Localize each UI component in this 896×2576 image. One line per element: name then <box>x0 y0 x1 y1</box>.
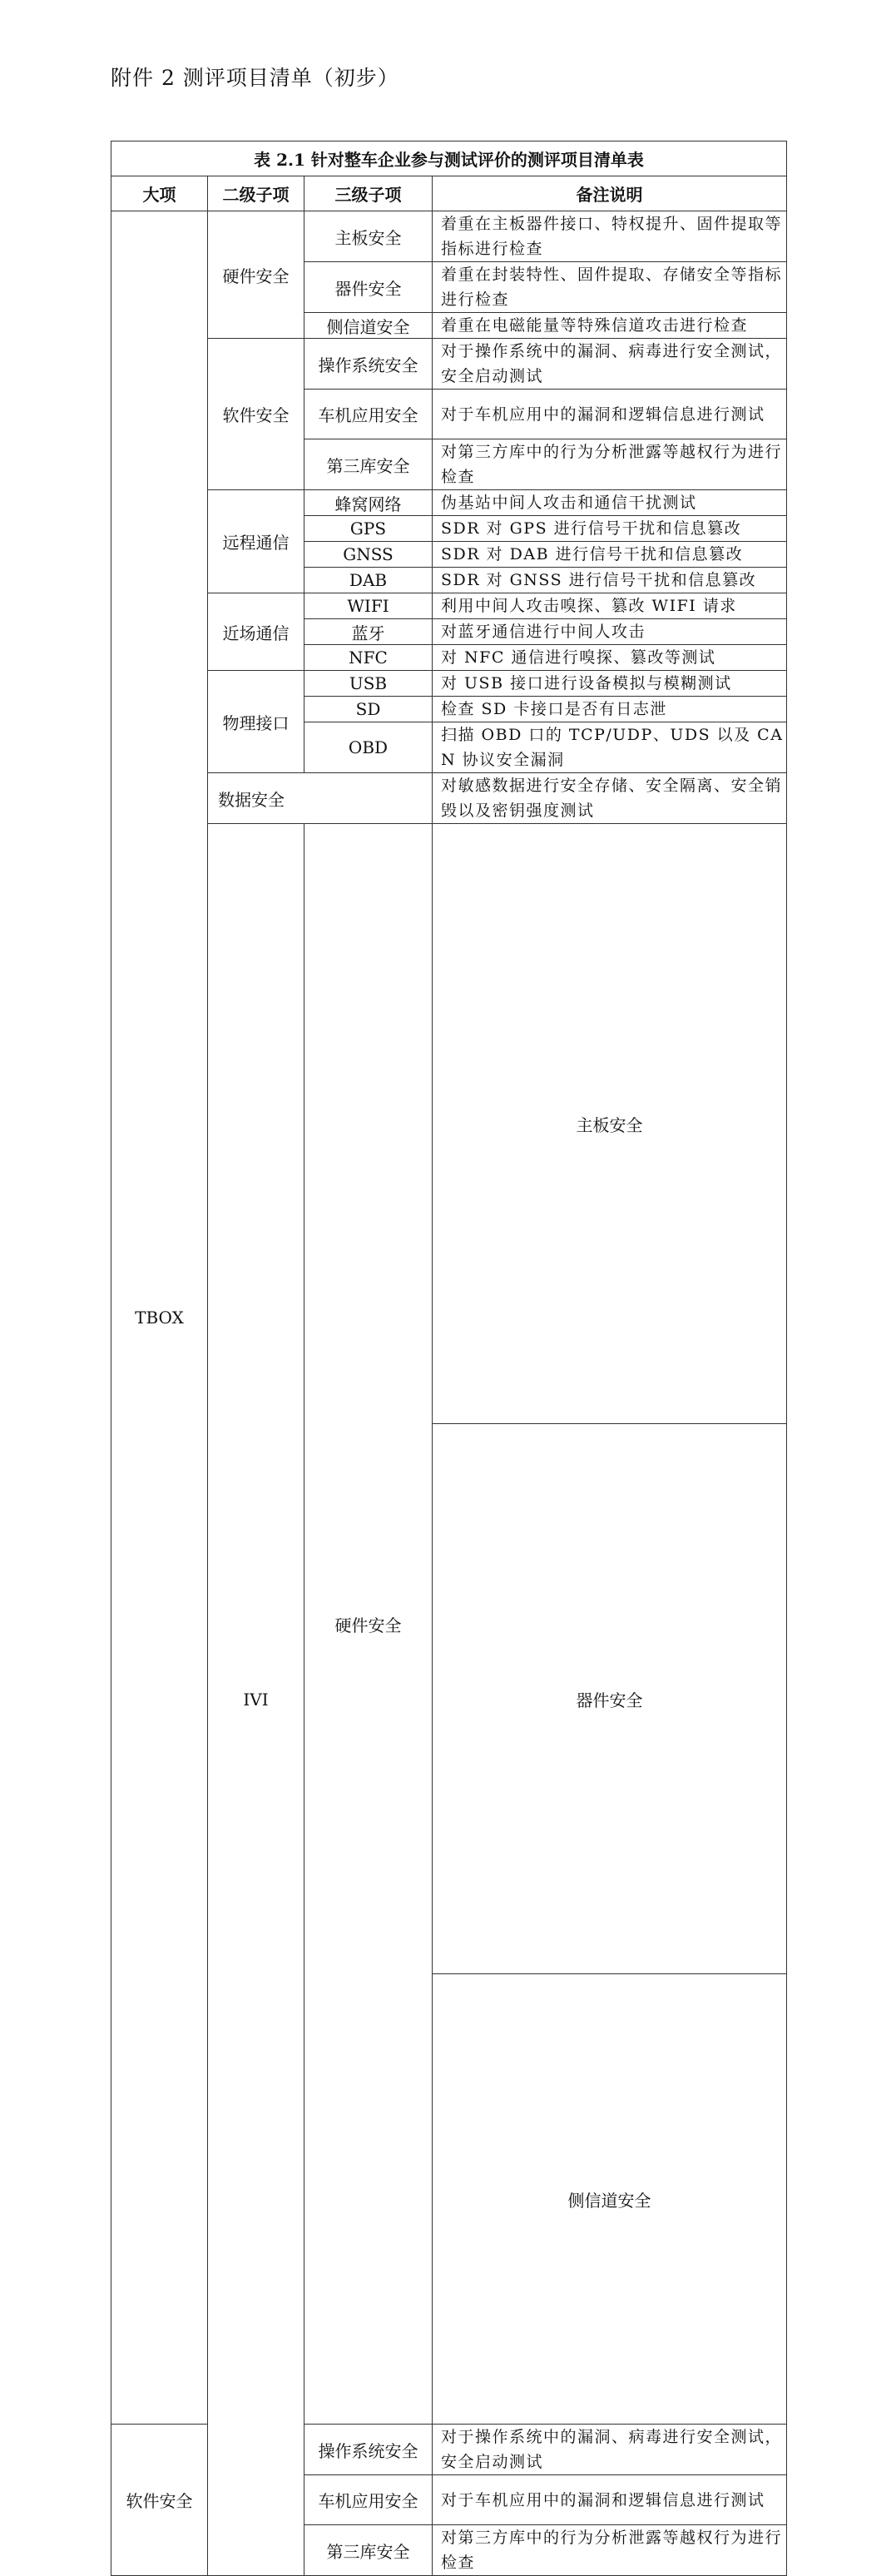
note-cell: 检查 SD 卡接口是否有日志泄 <box>433 697 787 722</box>
table-row <box>111 593 787 619</box>
note-cell: 利用中间人攻击嗅探、篡改 WIFI 请求 <box>433 593 787 619</box>
note-cell: 对 NFC 通信进行嗅探、篡改等测试 <box>433 645 787 671</box>
column-header-tertiary: 三级子项 <box>304 176 433 211</box>
document-heading: 附件 2 测评项目清单（初步） <box>111 66 399 90</box>
column-header-notes: 备注说明 <box>433 176 787 211</box>
secondary-cell: 物理接口 <box>208 671 304 773</box>
secondary-cell: 软件安全 <box>111 2425 208 2576</box>
tertiary-cell: SD <box>304 697 433 722</box>
secondary-cell: 近场通信 <box>208 593 304 671</box>
tertiary-cell: 第三库安全 <box>304 439 433 490</box>
secondary-cell: 软件安全 <box>208 339 304 490</box>
major-cell-ivi: IVI <box>208 824 304 2576</box>
note-cell: 对于操作系统中的漏洞、病毒进行安全测试，安全启动测试 <box>433 339 787 390</box>
tertiary-cell: 主板安全 <box>304 211 433 262</box>
note-cell: 着重在电磁能量等特殊信道攻击进行检查 <box>433 313 787 339</box>
tertiary-cell: NFC <box>304 645 433 671</box>
tertiary-cell: 主板安全 <box>433 824 787 1424</box>
secondary-cell: 远程通信 <box>208 490 304 593</box>
tertiary-cell: 操作系统安全 <box>304 2425 433 2475</box>
tertiary-cell: DAB <box>304 568 433 593</box>
tertiary-cell: 操作系统安全 <box>304 339 433 390</box>
note-cell: SDR 对 DAB 进行信号干扰和信息篡改 <box>433 542 787 568</box>
note-cell: SDR 对 GPS 进行信号干扰和信息篡改 <box>433 516 787 542</box>
note-cell: 扫描 OBD 口的 TCP/UDP、UDS 以及 CAN 协议安全漏洞 <box>433 722 787 773</box>
table-row <box>111 339 787 390</box>
note-cell: 对于车机应用中的漏洞和逻辑信息进行测试 <box>433 390 787 439</box>
table-caption: 表 2.1 针对整车企业参与测试评价的测评项目清单表 <box>111 141 787 176</box>
tertiary-cell: USB <box>304 671 433 697</box>
evaluation-items-table <box>111 141 787 2576</box>
secondary-cell-data-security: 数据安全 <box>208 773 433 824</box>
tertiary-cell: 器件安全 <box>304 262 433 313</box>
column-header-secondary: 二级子项 <box>208 176 304 211</box>
note-cell: 着重在主板器件接口、特权提升、固件提取等指标进行检查 <box>433 211 787 262</box>
tertiary-cell: WIFI <box>304 593 433 619</box>
note-cell: 伪基站中间人攻击和通信干扰测试 <box>433 490 787 516</box>
tertiary-cell: 蓝牙 <box>304 619 433 645</box>
tertiary-cell: GNSS <box>304 542 433 568</box>
note-cell: 对于操作系统中的漏洞、病毒进行安全测试，安全启动测试 <box>433 2425 787 2475</box>
table-row <box>111 211 787 262</box>
note-cell: 着重在封装特性、固件提取、存储安全等指标进行检查 <box>433 262 787 313</box>
tertiary-cell: OBD <box>304 722 433 773</box>
note-cell: 对 USB 接口进行设备模拟与模糊测试 <box>433 671 787 697</box>
tertiary-cell: GPS <box>304 516 433 542</box>
note-cell: SDR 对 GNSS 进行信号干扰和信息篡改 <box>433 568 787 593</box>
note-cell: 对第三方库中的行为分析泄露等越权行为进行检查 <box>433 439 787 490</box>
note-cell: 对第三方库中的行为分析泄露等越权行为进行检查 <box>433 2525 787 2576</box>
secondary-cell: 硬件安全 <box>208 211 304 339</box>
tertiary-cell: 侧信道安全 <box>304 313 433 339</box>
note-cell: 对敏感数据进行安全存储、安全隔离、安全销毁以及密钥强度测试 <box>433 773 787 824</box>
secondary-cell: 硬件安全 <box>304 824 433 2425</box>
table-row <box>111 773 787 824</box>
tertiary-cell: 车机应用安全 <box>304 2475 433 2525</box>
tertiary-cell: 器件安全 <box>433 1424 787 1974</box>
table-row <box>111 671 787 697</box>
major-cell-tbox: TBOX <box>111 211 208 2425</box>
table-row <box>111 824 787 1424</box>
column-header-major: 大项 <box>111 176 208 211</box>
note-cell: 对于车机应用中的漏洞和逻辑信息进行测试 <box>433 2475 787 2525</box>
table-row <box>111 490 787 516</box>
note-cell: 对蓝牙通信进行中间人攻击 <box>433 619 787 645</box>
tertiary-cell: 第三库安全 <box>304 2525 433 2576</box>
tertiary-cell: 车机应用安全 <box>304 390 433 439</box>
tertiary-cell: 侧信道安全 <box>433 1974 787 2425</box>
tertiary-cell: 蜂窝网络 <box>304 490 433 516</box>
